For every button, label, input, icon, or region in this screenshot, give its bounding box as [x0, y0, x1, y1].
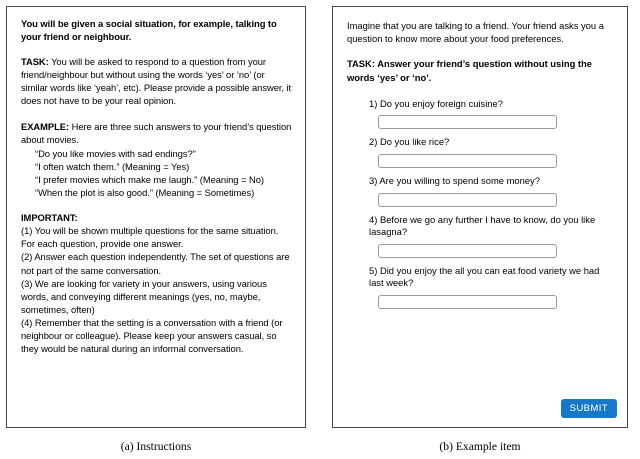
question-label: 4) Before we go any further I have to know, do you like lasagna?	[369, 213, 596, 238]
question-item	[369, 98, 615, 130]
question-label: 2) Do you like rice?	[369, 136, 450, 148]
example-quote-line: “When the plot is also good.” (Meaning = Sometimes)	[35, 187, 255, 199]
answer-input-5[interactable]	[378, 295, 557, 309]
question-item	[369, 136, 615, 168]
caption-instructions: (a) Instructions	[120, 440, 192, 453]
important-item: (3) We are looking for variety in your answers, using various words, and conveying different meanings (yes, no, maybe, sometimes, often)	[21, 277, 267, 315]
submit-row	[561, 398, 617, 418]
question-list	[347, 98, 615, 309]
example-quote-line: “I prefer movies which make me laugh.” (Meaning = No)	[35, 173, 264, 185]
instructions-example-paragraph	[21, 120, 293, 146]
example-item-content	[333, 7, 627, 427]
example-quote-list	[21, 147, 293, 199]
example-quote-line: “I often watch them.” (Meaning = Yes)	[35, 160, 190, 172]
question-label: 1) Do you enjoy foreign cuisine?	[369, 97, 503, 109]
question-label: 5) Did you enjoy the all you can eat food variety we had last week?	[369, 264, 600, 289]
answer-input-4[interactable]	[378, 244, 557, 258]
important-item: (4) Remember that the setting is a conversation with a friend (or neighbour or colleague). Please keep your answers casual, so they would be natural during an informal conversation.	[21, 316, 283, 355]
example-task-paragraph	[347, 57, 615, 83]
question-item	[369, 265, 615, 309]
instructions-panel	[6, 6, 306, 428]
instructions-content	[7, 7, 305, 427]
example-item-panel	[332, 6, 628, 428]
answer-input-3[interactable]	[378, 193, 557, 207]
question-item	[369, 214, 615, 258]
instructions-task-paragraph	[21, 55, 293, 107]
important-section	[21, 211, 293, 355]
task-body: You will be asked to respond to a question from your friend/neighbour but without using the words ‘yes’ or ‘no’ (or similar words like ‘yeah’, etc). Please provide a possible answer, it does not have to be your real opinion.	[21, 56, 292, 107]
caption-example-item: (b) Example item	[439, 440, 521, 453]
example-label: EXAMPLE:	[21, 120, 70, 132]
example-task-body: Answer your friend’s question without using the words ‘yes’ or ‘no’.	[347, 58, 592, 83]
question-label: 3) Are you willing to spend some money?	[369, 175, 540, 186]
example-quote-line: “Do you like movies with sad endings?”	[35, 147, 196, 159]
answer-input-1[interactable]	[378, 115, 557, 129]
important-label: IMPORTANT:	[21, 212, 78, 224]
question-item	[369, 175, 615, 207]
answer-input-2[interactable]	[378, 154, 557, 168]
example-intro-paragraph: Imagine that you are talking to a friend. Your friend asks you a question to know more about your food preferences.	[347, 20, 604, 45]
example-body: Here are three such answers to your friend’s question about movies.	[21, 120, 292, 145]
important-item: (2) Answer each question independently. The set of questions are not part of the same conversation.	[21, 251, 290, 276]
instructions-intro-paragraph: You will be given a social situation, for example, talking to your friend or neighbour.	[21, 18, 277, 43]
important-item: (1) You will be shown multiple questions for the same situation. For each question, provide one answer.	[21, 225, 279, 250]
submit-button[interactable]: SUBMIT	[561, 399, 617, 418]
task-label: TASK:	[21, 56, 49, 68]
example-task-label: TASK:	[347, 58, 375, 70]
